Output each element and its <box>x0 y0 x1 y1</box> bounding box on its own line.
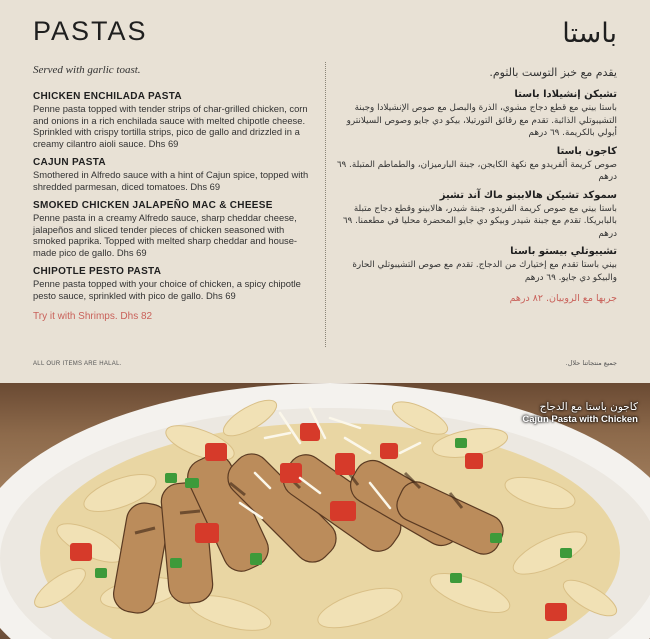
menu-item <box>332 88 617 140</box>
english-menu-column <box>33 90 315 322</box>
menu-item-desc: باستا بيني مع قطع دجاج مشوي، الذرة والبصل مع صوص الإنشيلادا وجبنة التشيبوتلي الذائبة. تقدم مع رقائق التورتيلا، بيكو دي جايو وصوص السيلانترو أيولي بالكريمة. ٦٩ درهم <box>346 103 617 138</box>
menu-item-desc: صوص كريمة ألفريدو مع نكهة الكايجن، جبنة البارميزان، والطماطم المتبلة. ٦٩ درهم <box>336 159 617 182</box>
menu-item <box>33 265 315 301</box>
page-title-en: PASTAS <box>33 16 148 46</box>
photo-caption <box>522 401 638 426</box>
caption-ar: كاجون باستا مع الدجاج <box>539 401 638 413</box>
menu-item <box>33 156 315 192</box>
menu-item <box>33 199 315 258</box>
menu-item-name: تشيبوتلي بيستو باستا <box>510 246 617 257</box>
halal-note-en: ALL OUR ITEMS ARE HALAL. <box>33 361 122 367</box>
column-divider <box>325 62 326 347</box>
menu-item-name: SMOKED CHICKEN JALAPEÑO MAC & CHEESE <box>33 200 273 211</box>
menu-item-name: سموكد تشيكن هالابينو ماك آند تشيز <box>439 189 617 201</box>
page-title-ar: باستا <box>562 18 617 49</box>
menu-item-desc: Penne pasta in a creamy Alfredo sauce, sharp cheddar cheese, jalapeños and sliced tender pieces of chicken seasoned with smoked paprika. Topped with melted sharp cheddar and house-made pico de gallo. Dhs 69 <box>33 212 298 258</box>
menu-item-name: CHICKEN ENCHILADA PASTA <box>33 91 182 102</box>
menu-item <box>33 90 315 149</box>
menu-item-desc: باستا بيني مع صوص كريمة الفريدو، جبنة شيدر، هالابينو وقطع دجاج متبلة بالبابريكا. تقدم مع جبنة شيدر وبيكو دي جايو المحضرة محليا في مطعمنا. ٦٩ درهم <box>342 203 617 239</box>
menu-item-name: CHIPOTLE PESTO PASTA <box>33 266 162 277</box>
caption-en: Cajun Pasta with Chicken <box>522 414 638 425</box>
subtitle-en: Served with garlic toast. <box>33 64 141 76</box>
upsell-note-en: Try it with Shrimps. Dhs 82 <box>33 311 153 322</box>
arabic-menu-column <box>332 88 617 304</box>
dish-photo <box>0 383 650 639</box>
menu-item-name: كاجون باستا <box>556 145 617 157</box>
menu-item <box>332 145 617 184</box>
menu-item-name: CAJUN PASTA <box>33 157 106 168</box>
menu-item-desc: Penne pasta topped with your choice of chicken, a spicy chipotle pesto sauce, sprinkled with pico de gallo. Dhs 69 <box>33 278 301 301</box>
menu-item-name: تشيكن إنشيلادا باستا <box>514 89 617 100</box>
menu-item-desc: Penne pasta topped with tender strips of char-grilled chicken, corn and onions in a rich enchilada sauce with melted chipotle cheese. Sprinkled with crispy tortilla strips, pico de gallo and drizzled in a creamy cilantro aioli sauce. Dhs 69 <box>33 103 308 149</box>
upsell-note-ar: جربها مع الروبيان. ٨٢ درهم <box>509 293 617 304</box>
menu-item <box>332 189 617 241</box>
menu-item <box>332 245 617 284</box>
menu-item-desc: Smothered in Alfredo sauce with a hint of Cajun spice, topped with shredded parmesan, diced tomatoes. Dhs 69 <box>33 169 309 192</box>
subtitle-ar: يقدم مع خبز التوست بالثوم. <box>489 66 617 79</box>
menu-item-desc: بيني باستا تقدم مع إختيارك من الدجاج. تقدم مع صوص التشيبوتلي الحارة والبيكو دي جايو. ٦٩ درهم <box>352 260 617 283</box>
halal-note-ar: جميع منتجاتنا حلال. <box>565 359 617 367</box>
